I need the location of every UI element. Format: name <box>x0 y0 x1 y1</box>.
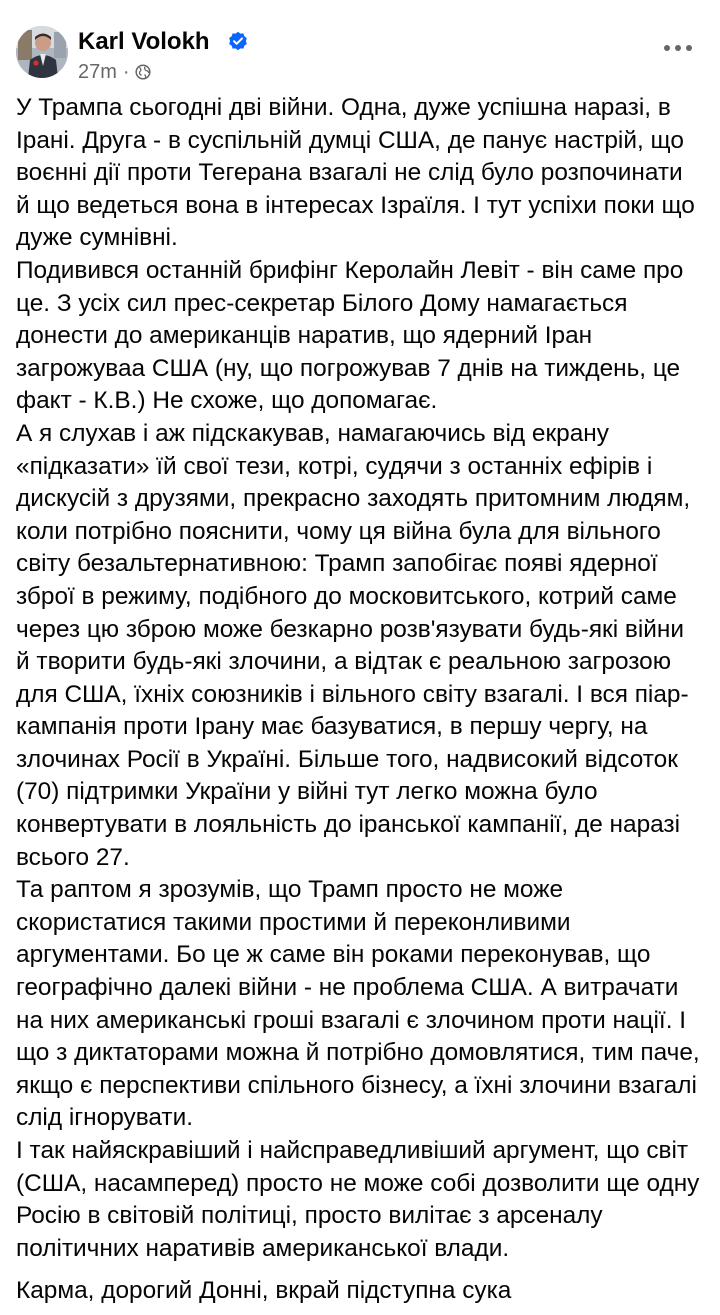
post-paragraph: У Трампа сьогодні дві війни. Одна, дуже успішна наразі, в Ірані. Друга - в суспільній думці США, де панує настрій, що воєнні дії проти Тегерана взагалі не слід було розпочинати й що ведеться вона в інтересах Ізраїля. І тут успіхи поки що дуже сумнівні. <box>16 94 695 252</box>
more-dots-icon <box>663 44 693 52</box>
globe-icon[interactable] <box>135 64 151 80</box>
post-closing-line: Карма, дорогий Донні, вкрай підступна сука <box>16 1277 512 1305</box>
post-header <box>16 24 704 84</box>
post-paragraph: Та раптом я зрозумів, що Трамп просто не може скористатися такими простими й переконливими аргументами. Бо це ж саме він роками переконував, що географічно далекі війни - не проблема США. А витрачати на них американські гроші взагалі є злочином проти нації. І що з диктаторами можна й потрібно домовлятися, тим паче, якщо є перспективи спільного бізнесу, а їхні злочини взагалі слід ігнорувати. <box>16 876 700 1132</box>
post-body <box>16 92 702 1308</box>
author-name[interactable]: Karl Volokh <box>78 28 210 55</box>
post-timestamp[interactable]: 27m <box>78 60 117 83</box>
post-paragraph: І так найяскравіший і найсправедливіший аргумент, що світ (США, насамперед) просто не може собі дозволити ще одну Росію в світовій політиці, просто вилітає з арсеналу політичних наративів американської влади. <box>16 1137 700 1262</box>
author-avatar[interactable] <box>16 26 68 78</box>
verified-badge-icon <box>228 31 248 51</box>
more-options-button[interactable] <box>658 30 698 66</box>
post-meta <box>78 61 151 83</box>
post-paragraph: А я слухав і аж підскакував, намагаючись від екрану «підказати» їй свої тези, котрі, судячи з останніх ефірів і дискусій з друзями, прекрасно заходять притомним людям, коли потрібно пояснити, чому ця війна була для вільного світу безальтернативною: Трамп запобігає появі ядерної зброї в режиму, подібного до московитського, котрий саме через цю зброю може безкарно розв'язувати будь-які війни й творити будь-які злочини, а відтак є реальною загрозою для США, їхніх союзників і вільного світу взагалі. І вся піар-кампанія проти Ірану має базуватися, в першу чергу, на злочинах Росії в Україні. Більше того, надвисокий відсоток (70) підтримки України у війні тут легко можна було конвертувати в лояльність до іранської кампанії, де наразі всього 27. <box>16 419 691 871</box>
meta-separator: · <box>122 60 130 83</box>
avatar-photo <box>16 26 68 78</box>
post-paragraph: Подивився останній брифінг Керолайн Левіт - він саме про це. З усіх сил прес-секретар Білого Дому намагається донести до американців наратив, що ядерний Іран загрожуваа США (ну, що погрожував 7 днів на тиждень, це факт - К.В.) Не схоже, що допомагає. <box>16 256 684 415</box>
